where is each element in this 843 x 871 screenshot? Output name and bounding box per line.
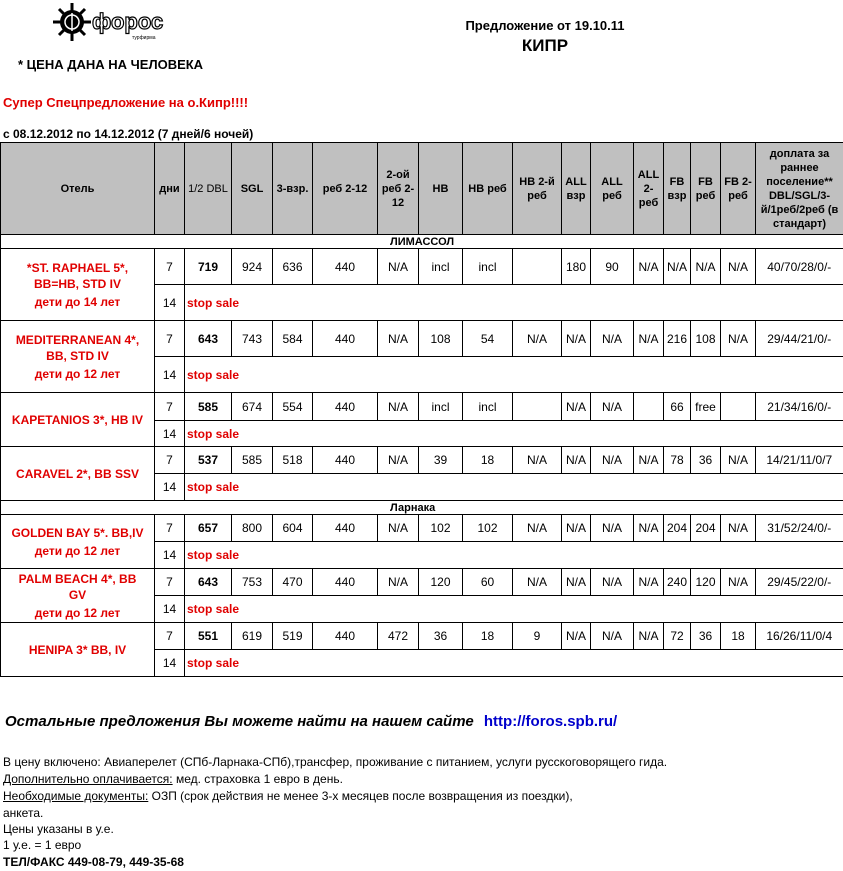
price-cell: 102 — [463, 515, 513, 542]
extra-costs-text: мед. страховка 1 евро в день. — [172, 772, 343, 786]
hotel-cell — [1, 249, 155, 321]
days-cell: 14 — [155, 285, 185, 321]
col-header-sgl: SGL — [232, 143, 273, 235]
price-cell: 72 — [664, 623, 691, 650]
table-row — [1, 569, 843, 596]
price-cell: 90 — [591, 249, 634, 285]
price-cell-half-dbl: 551 — [185, 623, 232, 650]
travel-period: с 08.12.2012 по 14.12.2012 (7 дней/6 ночей) — [3, 127, 254, 141]
col-header-all-child: ALL реб — [591, 143, 634, 235]
price-cell: 519 — [273, 623, 313, 650]
col-header-early-checkin: доплата за раннее поселение** DBL/SGL/3-й/1реб/2реб (в стандарт) — [756, 143, 843, 235]
price-cell: 29/45/22/0/- — [756, 569, 843, 596]
price-cell: N/A — [721, 249, 756, 285]
price-cell: 36 — [691, 447, 721, 474]
price-cell: N/A — [378, 569, 419, 596]
price-cell: N/A — [562, 569, 591, 596]
col-header-fb-2nd-child: FB 2-реб — [721, 143, 756, 235]
hotel-children-note: дети до 12 лет — [34, 605, 121, 620]
price-cell: N/A — [513, 321, 562, 357]
price-cell: N/A — [591, 569, 634, 596]
price-cell — [513, 249, 562, 285]
col-header-2nd-child: 2-ой реб 2-12 — [378, 143, 419, 235]
col-header-hb: HB — [419, 143, 463, 235]
section-title: Ларнака — [1, 501, 843, 515]
price-cell: 518 — [273, 447, 313, 474]
company-logo — [50, 2, 185, 42]
price-cell: N/A — [691, 249, 721, 285]
price-cell: N/A — [721, 447, 756, 474]
price-cell: 240 — [664, 569, 691, 596]
price-cell: 120 — [691, 569, 721, 596]
days-cell: 7 — [155, 249, 185, 285]
days-cell: 7 — [155, 623, 185, 650]
price-cell: N/A — [591, 393, 634, 421]
price-cell: 440 — [313, 569, 378, 596]
price-cell: 584 — [273, 321, 313, 357]
sun-logo-icon — [50, 2, 185, 42]
website-link[interactable]: http://foros.spb.ru/ — [483, 713, 618, 730]
price-cell: 604 — [273, 515, 313, 542]
price-cell: 585 — [232, 447, 273, 474]
days-cell: 14 — [155, 542, 185, 569]
days-cell: 7 — [155, 569, 185, 596]
hotel-cell — [1, 623, 155, 677]
price-cell: 9 — [513, 623, 562, 650]
price-cell: 54 — [463, 321, 513, 357]
col-header-3-adult: 3-взр. — [273, 143, 313, 235]
price-cell: 16/26/11/0/4 — [756, 623, 843, 650]
price-cell: 18 — [463, 447, 513, 474]
price-cell-half-dbl: 537 — [185, 447, 232, 474]
stop-sale-label: stop sale — [185, 474, 843, 501]
col-header-half-dbl: 1/2 DBL — [185, 143, 232, 235]
price-cell: N/A — [378, 321, 419, 357]
days-cell: 7 — [155, 515, 185, 542]
hotel-cell — [1, 321, 155, 393]
country-title: КИПР — [521, 36, 569, 55]
price-cell: N/A — [562, 623, 591, 650]
hotel-name: PALM BEACH 4*, BB GV — [18, 571, 137, 602]
price-cell-half-dbl: 719 — [185, 249, 232, 285]
price-cell: 39 — [419, 447, 463, 474]
table-row — [1, 249, 843, 285]
price-cell: N/A — [378, 447, 419, 474]
table-row — [1, 447, 843, 474]
price-cell: N/A — [634, 447, 664, 474]
price-cell: N/A — [562, 393, 591, 421]
days-cell: 7 — [155, 321, 185, 357]
phone-fax: ТЕЛ/ФАКС 449-08-79, 449-35-68 — [3, 855, 184, 869]
price-table — [0, 142, 843, 677]
price-cell: N/A — [513, 515, 562, 542]
documents-text: ОЗП (срок действия не менее 3-х месяцев после возвращения из поездки), — [148, 789, 573, 803]
col-header-fb-child: FB реб — [691, 143, 721, 235]
days-cell: 14 — [155, 650, 185, 677]
price-cell: 102 — [419, 515, 463, 542]
price-cell: 800 — [232, 515, 273, 542]
price-cell: 60 — [463, 569, 513, 596]
stop-sale-label: stop sale — [185, 421, 843, 447]
table-header-row — [1, 143, 843, 235]
price-cell-half-dbl: 657 — [185, 515, 232, 542]
section-row — [1, 235, 843, 249]
price-cell: 753 — [232, 569, 273, 596]
price-cell: N/A — [591, 321, 634, 357]
price-cell: 18 — [463, 623, 513, 650]
currency-note: Цены указаны в у.е. — [3, 822, 114, 836]
price-cell: 440 — [313, 515, 378, 542]
price-cell: N/A — [562, 321, 591, 357]
col-header-hb-2nd-child: HB 2-й реб — [513, 143, 562, 235]
price-cell — [721, 393, 756, 421]
price-cell: 18 — [721, 623, 756, 650]
extra-costs-label: Дополнительно оплачивается: — [3, 772, 173, 786]
stop-sale-label: stop sale — [185, 542, 843, 569]
price-cell: N/A — [634, 569, 664, 596]
table-row — [1, 393, 843, 421]
price-cell — [513, 393, 562, 421]
price-cell: N/A — [562, 515, 591, 542]
price-cell: 440 — [313, 447, 378, 474]
hotel-cell — [1, 569, 155, 623]
price-note: * ЦЕНА ДАНА НА ЧЕЛОВЕКА — [18, 57, 204, 72]
days-cell: 7 — [155, 447, 185, 474]
price-cell: 472 — [378, 623, 419, 650]
price-cell: N/A — [634, 515, 664, 542]
stop-sale-label: stop sale — [185, 285, 843, 321]
price-cell: 31/52/24/0/- — [756, 515, 843, 542]
price-cell: 470 — [273, 569, 313, 596]
hotel-name: CARAVEL 2*, BB SSV — [16, 466, 139, 481]
price-cell: N/A — [634, 249, 664, 285]
extra-costs — [3, 772, 343, 786]
hotel-name: KAPETANIOS 3*, HB IV — [11, 412, 144, 427]
price-cell — [634, 393, 664, 421]
price-cell: N/A — [378, 393, 419, 421]
price-cell: 78 — [664, 447, 691, 474]
price-cell: 619 — [232, 623, 273, 650]
price-cell: 14/21/11/0/7 — [756, 447, 843, 474]
price-cell: 204 — [691, 515, 721, 542]
price-cell: 29/44/21/0/- — [756, 321, 843, 357]
price-cell: incl — [463, 249, 513, 285]
col-header-hotel: Отель — [1, 143, 155, 235]
hotel-children-note: дети до 14 лет — [34, 294, 121, 309]
price-cell: 440 — [313, 623, 378, 650]
price-cell: N/A — [513, 569, 562, 596]
promo-heading: Супер Спецпредложение на о.Кипр!!!! — [3, 95, 249, 110]
website-line — [5, 713, 617, 730]
website-text: Остальные предложения Вы можете найти на нашем сайте — [5, 713, 474, 730]
price-cell: N/A — [634, 623, 664, 650]
hotel-children-note: дети до 12 лет — [34, 366, 121, 381]
documents-text-2: анкета. — [3, 806, 44, 820]
included-text: В цену включено: Авиаперелет (СПб-Ларнака-СПб),трансфер, проживание с питанием, услуги русскоговорящего гида. — [3, 755, 668, 769]
price-cell-half-dbl: 585 — [185, 393, 232, 421]
price-cell: 36 — [691, 623, 721, 650]
col-header-days: дни — [155, 143, 185, 235]
price-cell: 924 — [232, 249, 273, 285]
price-cell: N/A — [378, 249, 419, 285]
price-cell: N/A — [721, 515, 756, 542]
price-cell-half-dbl: 643 — [185, 569, 232, 596]
price-cell: 674 — [232, 393, 273, 421]
price-cell: 40/70/28/0/- — [756, 249, 843, 285]
price-cell: 440 — [313, 393, 378, 421]
price-cell: free — [691, 393, 721, 421]
price-cell: 180 — [562, 249, 591, 285]
price-cell: 36 — [419, 623, 463, 650]
col-header-all-2nd-child: ALL 2-реб — [634, 143, 664, 235]
hotel-name: *ST. RAPHAEL 5*, BB=HB, STD IV — [26, 260, 129, 291]
hotel-cell — [1, 515, 155, 569]
days-cell: 14 — [155, 474, 185, 501]
table-row — [1, 321, 843, 357]
hotel-children-note: дети до 12 лет — [34, 543, 121, 558]
price-cell: incl — [463, 393, 513, 421]
days-cell: 14 — [155, 596, 185, 623]
stop-sale-label: stop sale — [185, 596, 843, 623]
price-cell: 120 — [419, 569, 463, 596]
price-cell: 21/34/16/0/- — [756, 393, 843, 421]
price-cell: 440 — [313, 249, 378, 285]
price-cell: 216 — [664, 321, 691, 357]
price-cell: 204 — [664, 515, 691, 542]
col-header-hb-child: HB реб — [463, 143, 513, 235]
documents — [3, 789, 573, 803]
price-cell-half-dbl: 643 — [185, 321, 232, 357]
price-cell: 440 — [313, 321, 378, 357]
price-cell: N/A — [591, 515, 634, 542]
documents-label: Необходимые документы: — [3, 789, 149, 803]
price-cell: N/A — [664, 249, 691, 285]
col-header-child: реб 2-12 — [313, 143, 378, 235]
stop-sale-label: stop sale — [185, 650, 843, 677]
stop-sale-label: stop sale — [185, 357, 843, 393]
price-cell: incl — [419, 393, 463, 421]
price-cell: 108 — [419, 321, 463, 357]
hotel-name: MEDITERRANEAN 4*, BB, STD IV — [15, 332, 140, 363]
price-cell: 636 — [273, 249, 313, 285]
price-cell: 66 — [664, 393, 691, 421]
offer-date: Предложение от 19.10.11 — [465, 18, 625, 33]
col-header-fb-adult: FB взр — [664, 143, 691, 235]
price-cell: N/A — [634, 321, 664, 357]
days-cell: 7 — [155, 393, 185, 421]
price-cell: 743 — [232, 321, 273, 357]
days-cell: 14 — [155, 357, 185, 393]
exchange-rate: 1 у.е. = 1 евро — [3, 838, 82, 852]
price-cell: N/A — [721, 321, 756, 357]
section-title: ЛИМАССОЛ — [1, 235, 843, 249]
days-cell: 14 — [155, 421, 185, 447]
table-row — [1, 515, 843, 542]
table-row — [1, 623, 843, 650]
hotel-cell — [1, 393, 155, 447]
price-cell: N/A — [721, 569, 756, 596]
hotel-name: GOLDEN BAY 5*. BB,IV — [11, 525, 144, 540]
price-cell: N/A — [591, 447, 634, 474]
hotel-name: HENIPA 3* BB, IV — [28, 642, 127, 657]
price-cell: N/A — [591, 623, 634, 650]
svg-text:форос: форос — [92, 9, 164, 34]
price-cell: incl — [419, 249, 463, 285]
price-cell: N/A — [513, 447, 562, 474]
svg-text:турфирма: турфирма — [132, 35, 156, 41]
price-cell: N/A — [378, 515, 419, 542]
hotel-cell — [1, 447, 155, 501]
price-cell: 108 — [691, 321, 721, 357]
price-cell: N/A — [562, 447, 591, 474]
section-row — [1, 501, 843, 515]
col-header-all-adult: ALL взр — [562, 143, 591, 235]
price-cell: 554 — [273, 393, 313, 421]
